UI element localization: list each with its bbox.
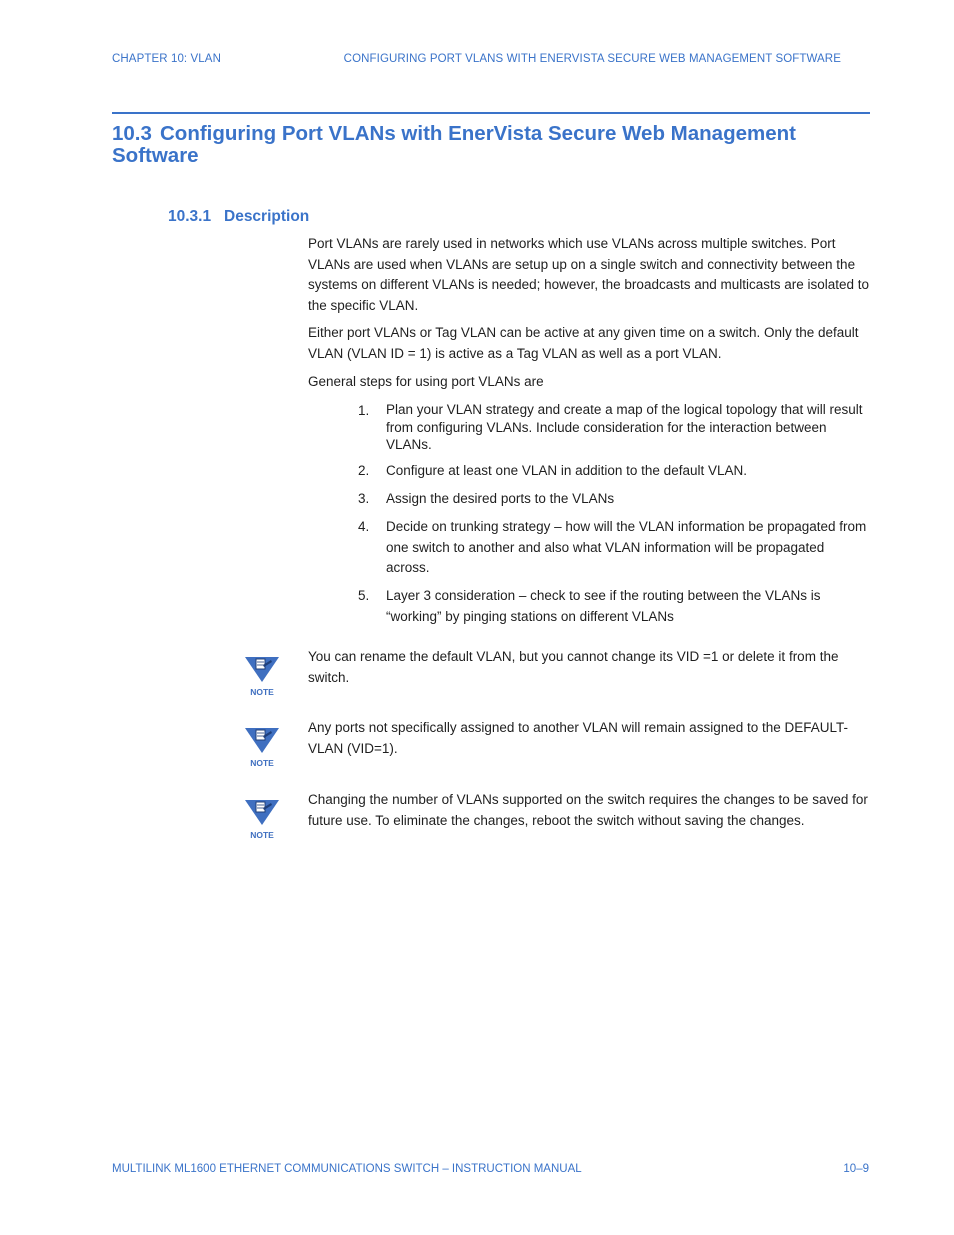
note-icon-label: NOTE <box>250 758 274 768</box>
note-icon <box>240 654 284 698</box>
note-icon <box>240 797 284 841</box>
note-icon-label: NOTE <box>250 687 274 697</box>
paragraph-1: Port VLANs are rarely used in networks which use VLANs across multiple switches. Port VLANs are used when VLANs are setup up on a single switch and connectivity between the systems on different VLANs is needed; however, the broadcasts and multicasts are isolated to the specific VLAN. <box>308 236 870 313</box>
footer-manual-title: MULTILINK ML1600 ETHERNET COMMUNICATIONS SWITCH – INSTRUCTION MANUAL <box>112 1163 582 1175</box>
note-icon-label: NOTE <box>250 830 274 840</box>
subsection-number: 10.3.1 <box>168 208 212 225</box>
paragraph-3: General steps for using port VLANs are <box>308 374 544 389</box>
subsection-heading <box>168 208 309 226</box>
note-text: Changing the number of VLANs supported on the switch requires the changes to be saved for future use. To eliminate the changes, reboot the switch without saving the changes. <box>308 792 868 828</box>
section-divider <box>112 112 870 114</box>
section-heading <box>112 123 852 167</box>
running-header-chapter: CHAPTER 10: VLAN <box>112 53 221 65</box>
note-text: Any ports not specifically assigned to another VLAN will remain assigned to the DEFAULT-VLAN (VID=1). <box>308 720 849 756</box>
section-number: 10.3 <box>112 122 152 145</box>
section-title: Configuring Port VLANs with EnerVista Secure Web Management Software <box>112 122 796 167</box>
page-number: 10–9 <box>843 1163 869 1175</box>
note-icon <box>240 725 284 769</box>
note-text: You can rename the default VLAN, but you cannot change its VID =1 or delete it from the switch. <box>308 649 839 685</box>
paragraph-2: Either port VLANs or Tag VLAN can be active at any given time on a switch. Only the default VLAN (VLAN ID = 1) is active as a Tag VLAN as well as a port VLAN. <box>308 325 859 361</box>
running-header-section: CONFIGURING PORT VLANS WITH ENERVISTA SECURE WEB MANAGEMENT SOFTWARE <box>343 53 841 65</box>
subsection-title: Description <box>224 208 310 225</box>
